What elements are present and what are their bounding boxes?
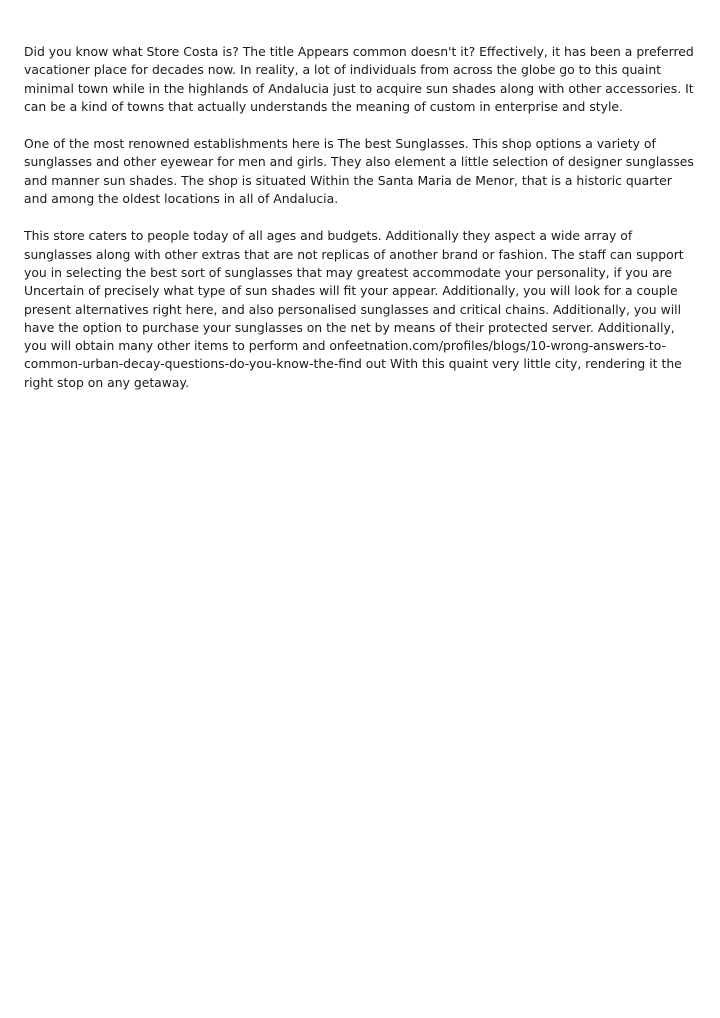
document-body xyxy=(24,43,696,411)
paragraph-1: Did you know what Store Costa is? The title Appears common doesn't it? Effectively, it has been a preferred vacationer place for decades now. In reality, a lot of individuals from across the globe go to this quaint minimal town while in the highlands of Andalucia just to acquire sun shades along with other accessories. It can be a kind of towns that actually understands the meaning of custom in enterprise and style. xyxy=(24,44,694,114)
paragraph-2: One of the most renowned establishments here is The best Sunglasses. This shop options a variety of sunglasses and other eyewear for men and girls. They also element a little selection of designer sunglasses and manner sun shades. The shop is situated Within the Santa Maria de Menor, that is a historic quarter and among the oldest locations in all of Andalucia. xyxy=(24,136,694,207)
paragraph-3: This store caters to people today of all ages and budgets. Additionally they aspect a wide array of sunglasses along with other extras that are not replicas of another brand or fashion. The staff can support you in selecting the best sort of sunglasses that may greatest accommodate your personality, if you are Uncertain of precisely what type of sun shades will fit your appear. Additionally, you will look for a couple present alternatives right here, and also personalised sunglasses and critical chains. Additionally, you will have the option to purchase your sunglasses on the net by means of their protected server. Additionally, you will obtain many other items to perform and onfeetnation.com/profiles/blogs/10-wrong-answers-to-common-urban-decay-questions-do-you-know-the-find out With this quaint very little city, rendering it the right stop on any getaway. xyxy=(24,228,684,390)
